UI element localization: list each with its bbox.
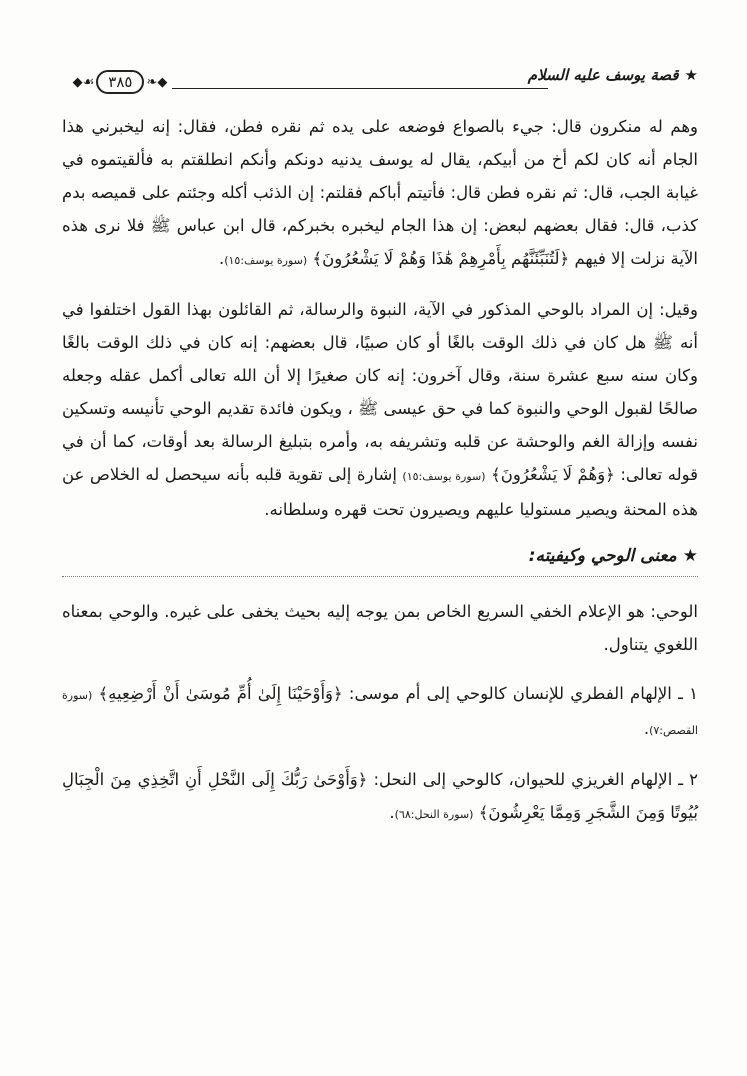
page-header xyxy=(62,60,698,98)
page-number: ٣٨٥ xyxy=(96,70,144,94)
paragraph-1-ref: (سورة يوسف:١٥) xyxy=(224,254,308,267)
ornament-right-icon: ☙◆ xyxy=(72,74,95,90)
list-item-1-end: . xyxy=(643,719,650,738)
book-title: قصة يوسف عليه السلام xyxy=(527,66,679,84)
section-title: معنى الوحي وكيفيته: xyxy=(528,546,677,566)
definition-text: الوحي: هو الإعلام الخفي السريع الخاص بمن يوجه إليه بحيث يخفى على غيره. والوحي بمعناه اللغوي يتناول. xyxy=(62,602,698,654)
list-item-2-ref: (سورة النحل:٦٨) xyxy=(394,808,474,821)
paragraph-2 xyxy=(62,293,698,526)
book-page xyxy=(62,60,698,831)
page-number-badge xyxy=(70,70,170,94)
running-title xyxy=(528,66,698,84)
definition-paragraph xyxy=(62,595,698,661)
star-icon: ★ xyxy=(684,66,698,84)
list-item-2 xyxy=(62,763,698,831)
section-heading xyxy=(62,546,698,577)
list-item-2-end: . xyxy=(389,803,395,822)
list-item-2-number: ٢ ـ xyxy=(678,770,698,789)
paragraph-1-quran: ﴿لَتُنَبِّئَنَّهُم بِأَمْرِهِمْ هَٰذَا وَهُمْ لَا يَشْعُرُونَ﴾ xyxy=(312,249,570,268)
paragraph-2-quran: ﴿وَهُمْ لَا يَشْعُرُونَ﴾ xyxy=(491,465,615,484)
list-item-2-text: الإلهام الغريزي للحيوان، كالوحي إلى النحل: xyxy=(373,770,673,789)
list-item-1 xyxy=(62,677,698,747)
header-rule xyxy=(172,88,548,89)
paragraph-2-ref: (سورة يوسف:١٥) xyxy=(402,470,486,483)
section-star-icon: ★ xyxy=(682,546,698,566)
paragraph-1-end: . xyxy=(218,249,225,268)
list-item-1-ref: (سورة القصص:٧) xyxy=(62,689,698,737)
paragraph-1 xyxy=(62,110,698,277)
list-item-2-quran: ﴿وَأَوْحَىٰ رَبُّكَ إِلَى النَّحْلِ أَنِ اتَّخِذِي مِنَ الْجِبَالِ بُيُوتًا وَمِنَ الشَّجَرِ وَمِمَّا يَعْرِشُونَ﴾ xyxy=(62,770,698,822)
list-item-1-number: ١ ـ xyxy=(678,684,698,703)
list-item-1-text: الإلهام الفطري للإنسان كالوحي إلى أم موسى: xyxy=(348,684,672,703)
paragraph-1-text: وهم له منكرون قال: جيء بالصواع فوضعه على يده ثم نقره فطن، فقال: إنه ليخبرني هذا الجام أنه كان لكم أخ من أبيكم، يقال له يوسف يدنيه دونكم وأنكم انطلقتم به فألقيتموه في غيابة الجب، قال: ثم نقره فطن قال: فأتيتم أباكم فقلتم: إن الذئب أكله وجئتم على قميصه بدم كذب، قال: فقال بعضهم لبعض: إن هذا الجام ليخبره بخبركم، قال ابن عباس ﷺ فلا نرى هذه الآية نزلت إلا فيهم xyxy=(62,117,698,268)
paragraph-2-end: إشارة إلى تقوية قلبه بأنه سيحصل له الخلاص عن هذه المحنة ويصير مستوليا عليهم ويصيرون تحت قهره وسلطانه. xyxy=(62,465,698,519)
paragraph-2-text: وقيل: إن المراد بالوحي المذكور في الآية، النبوة والرسالة، ثم القائلون بهذا القول اختلفوا في أنه ﷺ هل كان في ذلك الوقت بالغًا أو كان صبيًا، قال بعضهم: إنه كان في ذلك الوقت بالغًا وكان سنه سبع عشرة سنة، وقال آخرون: إنه كان صغيرًا إلا أن الله تعالى أكمل عقله وجعله صالحًا لقبول الوحي والنبوة كما في حق عيسى ﷺ ، ويكون فائدة تقديم الوحي تأنيسه وتسكين نفسه وإزالة الغم والوحشة عن قلبه وتشريفه به، وأمره بتبليغ الرسالة بعد أوقات، كما أن في قوله تعالى: xyxy=(62,300,699,484)
ornament-left-icon: ◆❧ xyxy=(146,74,168,90)
list-item-1-quran: ﴿وَأَوْحَيْنَا إِلَىٰ أُمِّ مُوسَىٰ أَنْ أَرْضِعِيهِ﴾ xyxy=(98,684,343,703)
